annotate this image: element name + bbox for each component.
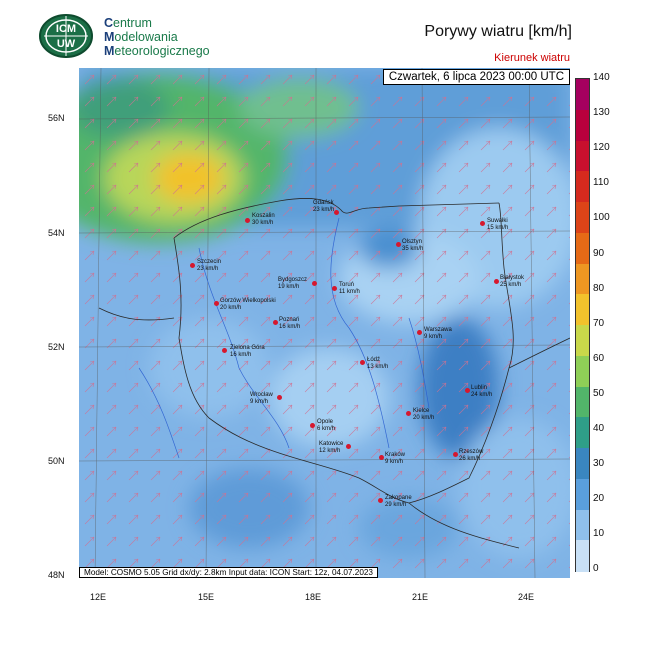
colorbar-tick-label: 110 [593,177,609,189]
lon-label: 24E [518,592,535,602]
city-label: Białystok 25 km/h [500,275,525,288]
colorbar-tick-label: 50 [593,387,605,399]
city-label: Szczecin 23 km/h [197,259,222,272]
city-label: Gdańsk 23 km/h [313,200,335,213]
city-label: Opole 6 km/h [317,419,336,432]
colorbar-segment [576,294,589,325]
map-background [79,68,570,578]
city-label: Zielona Góra 16 km/h [230,345,265,358]
model-info: Model: COSMO 5.05 Grid dx/dy: 2.8km Input data: ICON Start: 12z, 04.07.2023 [79,567,378,578]
colorbar-segment [576,325,589,356]
city-label: Wrocław 9 km/h [250,392,273,405]
lat-label: 52N [48,342,65,352]
city-marker [417,330,422,335]
city-marker [214,301,219,306]
date-label: Czwartek, 6 lipca 2023 00:00 UTC [383,69,570,85]
colorbar-segment [576,417,589,448]
lat-label: 48N [48,570,65,580]
logo-text-top: ICM [55,23,77,35]
city-marker [396,242,401,247]
lon-label: 12E [90,592,107,602]
city-marker [378,498,383,503]
colorbar-segment [576,540,589,571]
city-label: Gorzów Wielkopolski 20 km/h [220,298,276,311]
city-label: Toruń 11 km/h [339,282,360,295]
colorbar-tick-label: 30 [593,458,605,470]
colorbar-segment [576,79,589,110]
city-marker [332,286,337,291]
city-marker [406,411,411,416]
city-marker [277,395,282,400]
colorbar-tick-label: 120 [593,142,610,154]
city-marker [245,218,250,223]
colorbar-tick-label: 0 [593,563,599,575]
colorbar-tick-label: 100 [593,212,610,224]
city-marker [190,263,195,268]
city-label: Suwałki 15 km/h [487,218,509,231]
city-marker [494,279,499,284]
icm-logo [38,13,94,59]
colorbar-segment [576,141,589,172]
city-label: Koszalin 30 km/h [252,213,275,226]
city-label: Katowice 12 km/h [319,441,344,454]
city-marker [465,388,470,393]
map-subtitle: Kierunek wiatru [494,52,570,64]
colorbar-tick-label: 40 [593,423,605,434]
city-label: Kielce 20 km/h [413,408,435,421]
city-label: Kraków 9 km/h [385,452,406,465]
colorbar-segment [576,264,589,295]
colorbar-tick-label: 130 [593,107,610,119]
city-marker [346,444,351,449]
city-marker [453,452,458,457]
city-label: Łódź 13 km/h [367,357,389,370]
map-title: Porywy wiatru [km/h] [424,23,572,40]
lon-label: 21E [412,592,429,602]
city-label: Bydgoszcz 19 km/h [278,277,308,290]
colorbar-segment [576,110,589,141]
colorbar-tick-label: 140 [593,72,610,83]
colorbar [575,78,590,572]
city-marker [480,221,485,226]
city-label: Zakopane 29 km/h [385,495,412,508]
city-label: Lublin 24 km/h [471,385,493,398]
colorbar-segment [576,356,589,387]
colorbar-tick-label: 20 [593,493,605,505]
colorbar-segment [576,202,589,233]
map-area[interactable] [79,68,570,578]
logo-text-bottom: UW [56,38,76,50]
city-marker [379,455,384,460]
city-marker [334,210,339,215]
colorbar-tick-label: 60 [593,352,605,364]
colorbar-segment [576,448,589,479]
colorbar-segment [576,233,589,264]
city-marker [312,281,317,286]
city-marker [360,360,365,365]
city-label: Poznań 16 km/h [279,317,301,330]
colorbar-tick-label: 90 [593,247,605,259]
city-label: Rzeszów 26 km/h [459,449,484,462]
lon-label: 18E [305,592,322,602]
colorbar-segment [576,479,589,510]
org-name: Centrum Modelowania Meteorologicznego [104,16,210,58]
city-label: Warszawa 9 km/h [424,327,452,340]
city-marker [273,320,278,325]
colorbar-tick-label: 70 [593,317,605,329]
colorbar-tick-label: 10 [593,528,605,540]
city-marker [222,348,227,353]
lat-label: 56N [48,113,65,123]
colorbar-segment [576,171,589,202]
lon-label: 15E [198,592,215,602]
lat-label: 50N [48,456,65,466]
colorbar-segment [576,387,589,418]
lat-label: 54N [48,228,65,238]
colorbar-tick-label: 80 [593,282,605,294]
colorbar-segment [576,510,589,541]
city-marker [310,423,315,428]
city-label: Olsztyn 35 km/h [402,239,424,252]
